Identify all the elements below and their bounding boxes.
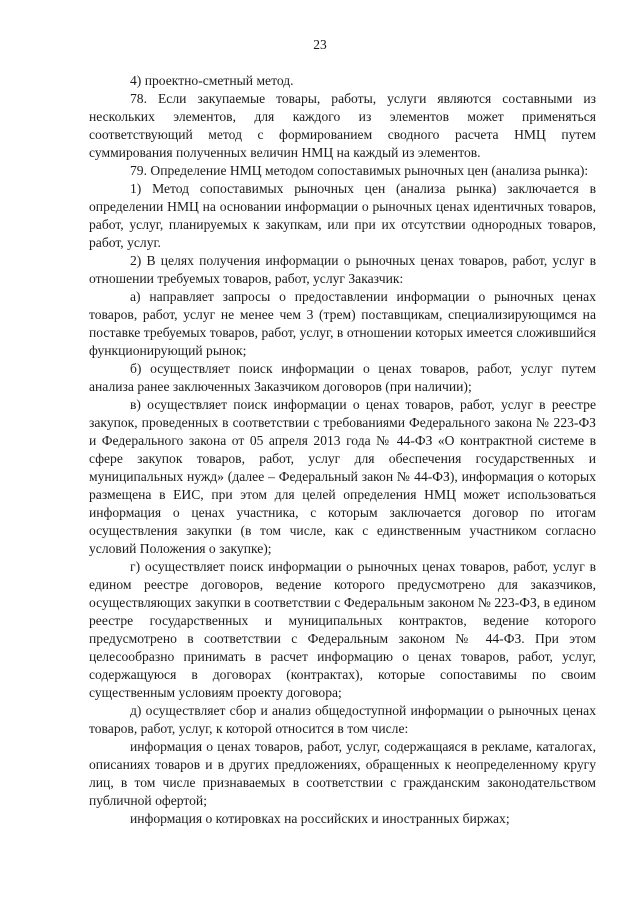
paragraph: г) осуществляет поиск информации о рыночных ценах товаров, работ, услуг в едином реестре договоров, ведение которого предусмотрено для заказчиков, осуществляющих закупки в соответствии с Федеральным законом № 223-ФЗ, в едином реестре государственных и муниципальных контрактов, ведение которого предусмотрено в соответствии с Федеральным законом № 44-ФЗ. При этом целесообразно принимать в расчет информацию о ценах товаров, работ, услуг, содержащуюся в договорах (контрактах), которые сопоставимы по своим существенным условиям проекту договора; <box>89 559 596 700</box>
paragraph: информация о котировках на российских и иностранных биржах; <box>130 811 510 826</box>
document-body <box>89 72 596 828</box>
paragraph: д) осуществляет сбор и анализ общедоступной информации о рыночных ценах товаров, работ, услуг, к которой относится в том числе: <box>89 703 596 736</box>
paragraph: 4) проектно-сметный метод. <box>130 73 294 88</box>
paragraph: 78. Если закупаемые товары, работы, услуги являются составными из нескольких элементов, для каждого из элементов может применяться соответствующий метод с формированием сводного расчета НМЦ путем суммирования полученных величин НМЦ на каждый из элементов. <box>89 91 596 160</box>
paragraph: в) осуществляет поиск информации о ценах товаров, работ, услуг в реестре закупок, проведенных в соответствии с требованиями Федерального закона № 223-ФЗ и Федерального закона от 05 апреля 2013 года № 44-ФЗ «О контрактной системе в сфере закупок товаров, работ, услуг для обеспечения государственных и муниципальных нужд» (далее – Федеральный закон № 44-ФЗ), информация о которых размещена в ЕИС, при этом для целей определения НМЦ может использоваться информация о ценах участника, с которым заключается договор по итогам осуществления закупки (в том числе, как с единственным участником согласно условий Положения о закупке); <box>89 397 596 556</box>
paragraph: информация о ценах товаров, работ, услуг, содержащаяся в рекламе, каталогах, описаниях товаров и в других предложениях, обращенных к неопределенному кругу лиц, в том числе признаваемых в соответствии с гражданским законодательством публичной офертой; <box>89 739 596 808</box>
paragraph: а) направляет запросы о предоставлении информации о рыночных ценах товаров, работ, услуг не менее чем 3 (трем) поставщикам, специализирующимся на поставке требуемых товаров, работ, услуг, в отношении которых имеется сложившийся функционирующий рынок; <box>89 289 596 358</box>
paragraph: 79. Определение НМЦ методом сопоставимых рыночных цен (анализа рынка): <box>130 163 589 178</box>
page-number: 23 <box>313 37 327 52</box>
paragraph: б) осуществляет поиск информации о ценах товаров, работ, услуг путем анализа ранее заключенных Заказчиком договоров (при наличии); <box>89 361 596 394</box>
paragraph: 2) В целях получения информации о рыночных ценах товаров, работ, услуг в отношении требуемых товаров, работ, услуг Заказчик: <box>89 253 596 286</box>
paragraph: 1) Метод сопоставимых рыночных цен (анализа рынка) заключается в определении НМЦ на основании информации о рыночных ценах идентичных товаров, работ, услуг, планируемых к закупкам, или при их отсутствии однородных товаров, работ, услуг. <box>89 181 596 250</box>
